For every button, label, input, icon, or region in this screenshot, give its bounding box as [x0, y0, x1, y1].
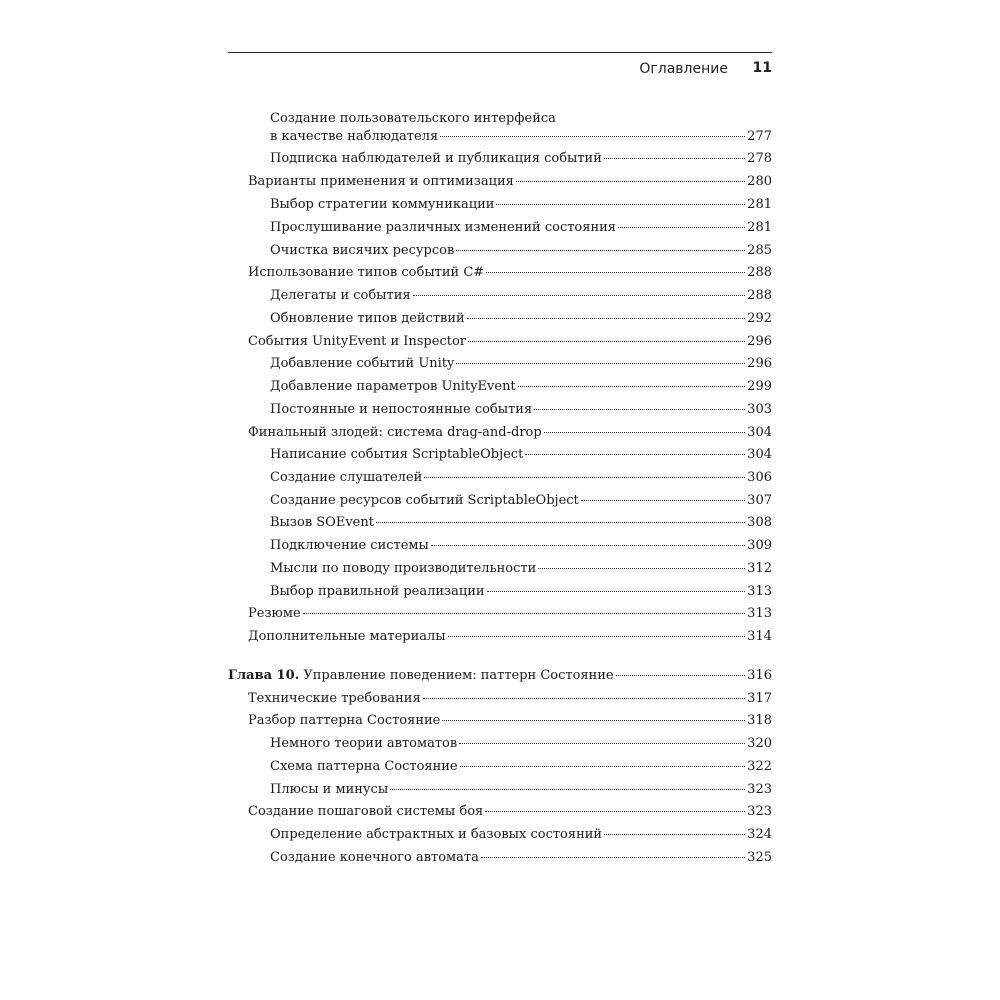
toc-entry-title-text: События UnityEvent и Inspector	[248, 334, 466, 349]
dot-leader	[581, 488, 745, 501]
toc-chapter-entry	[228, 666, 772, 684]
toc-entry-title-text: Создание пошаговой системы боя	[248, 804, 484, 819]
toc-entry-title	[248, 173, 514, 190]
toc-entry	[248, 604, 772, 622]
dot-leader	[424, 465, 745, 478]
toc-entry-title	[270, 446, 523, 463]
toc-entry-page-number: 288	[747, 265, 772, 280]
dot-leader	[303, 601, 746, 614]
toc-entry-title-text: Управление поведением: паттерн Состояние	[303, 668, 614, 683]
toc-entry-page-number: 281	[747, 197, 772, 212]
toc-entry-page-number: 280	[747, 174, 772, 189]
toc-entry-title	[270, 537, 429, 554]
toc-entry	[270, 445, 772, 463]
toc-entry-title	[270, 287, 411, 304]
toc-entry	[270, 286, 772, 304]
dot-leader	[604, 146, 745, 159]
toc-entry	[248, 423, 772, 441]
toc-entry-page-number: 324	[747, 827, 772, 842]
toc-entry-page-number: 304	[747, 447, 772, 462]
toc-entry-title	[270, 378, 516, 395]
header-title: Оглавление	[639, 61, 728, 77]
toc-entry	[270, 848, 772, 866]
toc-entry-title	[270, 469, 422, 486]
toc-entry	[248, 172, 772, 190]
dot-leader	[376, 510, 745, 523]
toc-entry	[270, 354, 772, 372]
toc-entry-page-number: 323	[747, 804, 772, 819]
dot-leader	[448, 624, 746, 637]
toc-entry	[270, 559, 772, 577]
toc-entry-title-text: Дополнительные материалы	[248, 629, 446, 644]
toc-entry	[270, 309, 772, 327]
dot-leader	[390, 777, 745, 790]
toc-entry	[270, 195, 772, 213]
toc-entry-page-number: 278	[747, 151, 772, 166]
toc-entry-title-text: Подписка наблюдателей и публикация событий	[270, 151, 602, 166]
toc-entry-page-number: 307	[747, 493, 772, 508]
dot-leader	[456, 238, 745, 251]
dot-leader	[616, 663, 746, 676]
toc-entry-title	[270, 242, 454, 259]
toc-entry	[248, 263, 772, 281]
toc-entry-title-text: Разбор паттерна Состояние	[248, 713, 441, 728]
toc-entry-title	[270, 735, 457, 752]
toc-entry-title	[248, 605, 301, 622]
toc-entry-title	[270, 401, 532, 418]
toc-entry-title-text: Мысли по поводу производительности	[270, 561, 537, 576]
toc-entry	[270, 400, 772, 418]
toc-entry-title-text: Выбор стратегии коммуникации	[270, 197, 495, 212]
toc-entry-title-text: Финальный злодей: система drag-and-drop	[248, 425, 542, 440]
toc-entry-title	[270, 355, 454, 372]
toc-entry	[270, 241, 772, 259]
toc-entry-title	[270, 781, 388, 798]
dot-leader	[440, 124, 745, 137]
toc-entry-title	[248, 424, 542, 441]
dot-leader	[604, 822, 745, 835]
toc-entry-page-number: 296	[747, 334, 772, 349]
toc-entry-page-number: 313	[747, 606, 772, 621]
dot-leader	[516, 169, 745, 182]
dot-leader	[459, 731, 745, 744]
toc-entry-page-number: 277	[747, 129, 772, 144]
toc-entry-title-text: в качестве наблюдателя	[270, 129, 439, 144]
toc-entry-title-text: Использование типов событий C#	[248, 265, 485, 280]
toc-entry	[270, 468, 772, 486]
toc-entry	[270, 582, 772, 600]
dot-leader	[456, 351, 745, 364]
toc-entry-page-number: 317	[747, 691, 772, 706]
toc-entry-title	[270, 150, 602, 167]
dot-leader	[468, 329, 745, 342]
dot-leader	[544, 420, 745, 433]
toc-entry-title-text: Схема паттерна Состояние	[270, 759, 458, 774]
toc-entry	[270, 825, 772, 843]
toc-entry-title-text: Добавление событий Unity	[270, 356, 455, 371]
toc-entry-page-number: 314	[747, 629, 772, 644]
dot-leader	[442, 708, 745, 721]
toc-entry-page-number: 312	[747, 561, 772, 576]
chapter-label: Глава 10.	[228, 668, 300, 683]
toc-entry-page-number: 296	[747, 356, 772, 371]
toc-entry-page-number: 308	[747, 515, 772, 530]
toc-entry	[248, 711, 772, 729]
header-page-number: 11	[752, 60, 772, 76]
toc-entry-title	[270, 560, 536, 577]
toc-entry-page-number: 304	[747, 425, 772, 440]
dot-leader	[481, 845, 745, 858]
toc-entry-page-number: 318	[747, 713, 772, 728]
dot-leader	[518, 374, 746, 387]
toc-entry-title-text: Делегаты и события	[270, 288, 411, 303]
toc-entry-title	[248, 628, 446, 645]
toc-entry	[270, 513, 772, 531]
toc-entry-page-number: 309	[747, 538, 772, 553]
toc-entry-title	[228, 667, 614, 684]
dot-leader	[467, 306, 745, 319]
toc-entry-page-number: 303	[747, 402, 772, 417]
toc-entry	[248, 627, 772, 645]
toc-entry-page-number: 292	[747, 311, 772, 326]
toc-entry-title-text: Немного теории автоматов	[270, 736, 458, 751]
toc-entry-title-text: Создание слушателей	[270, 470, 423, 485]
toc-entry	[270, 757, 772, 775]
toc-entry	[248, 802, 772, 820]
toc-entry-title-text: Вызов SOEvent	[270, 515, 374, 530]
toc-entry-page-number: 299	[747, 379, 772, 394]
toc-entry-page-number: 281	[747, 220, 772, 235]
toc-entry-title	[270, 196, 494, 213]
toc-entry-title-text: Добавление параметров UnityEvent	[270, 379, 516, 394]
toc-entry-page-number: 322	[747, 759, 772, 774]
toc-entry-page-number: 316	[747, 668, 772, 683]
toc-entry-title	[270, 758, 458, 775]
toc-entry	[270, 110, 772, 145]
dot-leader	[525, 442, 745, 455]
toc-entry	[270, 377, 772, 395]
toc-entry-title	[248, 264, 484, 281]
toc-entry-page-number: 285	[747, 243, 772, 258]
dot-leader	[431, 533, 745, 546]
dot-leader	[485, 799, 745, 812]
toc-entry-title-text: Обновление типов действий	[270, 311, 465, 326]
toc-entry-title-text: Определение абстрактных и базовых состояний	[270, 827, 603, 842]
toc-entry	[270, 536, 772, 554]
toc-entry-title-text: Выбор правильной реализации	[270, 584, 485, 599]
dot-leader	[496, 192, 745, 205]
toc-entry-title	[248, 333, 466, 350]
toc-entry	[270, 491, 772, 509]
toc-entry-title	[270, 219, 616, 236]
toc-entry	[270, 218, 772, 236]
toc-entry-title-text: Плюсы и минусы	[270, 782, 389, 797]
toc-entry-page-number: 313	[747, 584, 772, 599]
toc-entry-title	[270, 583, 485, 600]
toc-entry-title-text: Постоянные и непостоянные события	[270, 402, 533, 417]
toc-entry-title	[270, 849, 479, 866]
toc-entry-title-first-line: Создание пользовательского интерфейса	[270, 111, 556, 126]
toc-entry-page-number: 320	[747, 736, 772, 751]
toc-entry	[270, 734, 772, 752]
toc-entry	[270, 149, 772, 167]
toc-entry-title	[270, 128, 438, 145]
toc-entry-title-text: Технические требования	[248, 691, 421, 706]
toc-entry-page-number: 325	[747, 850, 772, 865]
toc-entry-title-text: Резюме	[248, 606, 301, 621]
toc-entry-title-text: Создание конечного автомата	[270, 850, 479, 865]
toc-entry-title	[270, 310, 465, 327]
dot-leader	[618, 215, 745, 228]
toc-entry-title-text: Создание ресурсов событий ScriptableObject	[270, 493, 579, 508]
dot-leader	[534, 397, 745, 410]
toc-entry-title	[270, 492, 579, 509]
toc-entry-title-text: Подключение системы	[270, 538, 429, 553]
dot-leader	[423, 686, 746, 699]
dot-leader	[460, 754, 746, 767]
dot-leader	[413, 283, 746, 296]
toc-entry-title	[248, 690, 421, 707]
dot-leader	[486, 260, 745, 273]
dot-leader	[538, 556, 745, 569]
toc-entry-page-number: 306	[747, 470, 772, 485]
toc-entry	[248, 689, 772, 707]
toc-entry-page-number: 288	[747, 288, 772, 303]
toc-entry-title-text: Очистка висячих ресурсов	[270, 243, 455, 258]
toc-entry-page-number: 323	[747, 782, 772, 797]
dot-leader	[487, 579, 746, 592]
toc-entry	[248, 332, 772, 350]
toc-entry-title-text: Написание события ScriptableObject	[270, 447, 524, 462]
toc-entry	[270, 780, 772, 798]
toc-entry-title	[248, 712, 440, 729]
toc-entry-title-text: Варианты применения и оптимизация	[248, 174, 514, 189]
toc-entry-title	[270, 514, 374, 531]
toc-entry-title	[270, 826, 602, 843]
toc-entry-title	[248, 803, 483, 820]
toc-entry-title-text: Прослушивание различных изменений состояния	[270, 220, 616, 235]
